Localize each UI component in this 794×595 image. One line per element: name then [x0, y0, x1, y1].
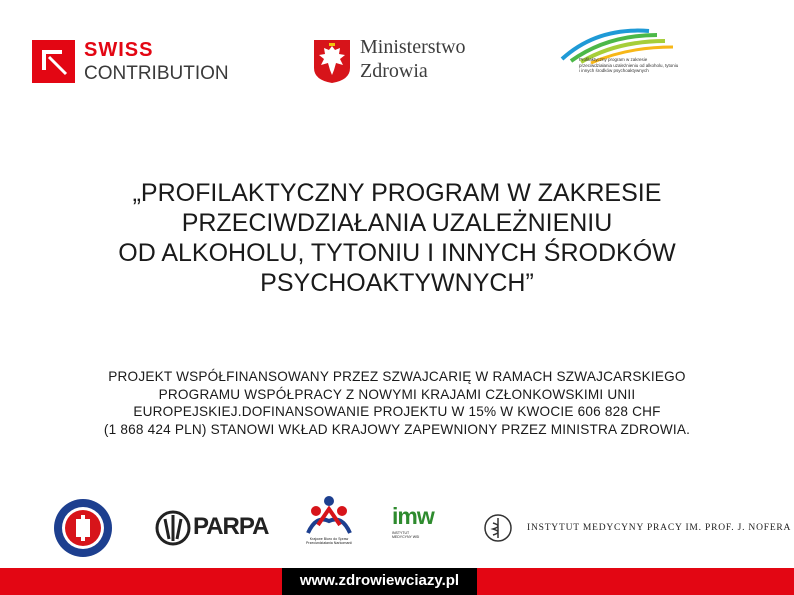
parpa-logo [155, 505, 273, 551]
people-chain-icon [304, 495, 354, 535]
funding-line: PROGRAMU WSPÓŁPRACY Z NOWYMI KRAJAMI CZŁONKOWSKIMI UNII [158, 386, 636, 402]
sanitary-inspection-emblem-icon [52, 497, 114, 559]
caduceus-icon [483, 513, 513, 543]
website-link[interactable]: www.zdrowiewciazy.pl [299, 572, 460, 589]
title-line: PSYCHOAKTYWNYCH” [260, 269, 534, 297]
title-line: PRZECIWDZIAŁANIA UZALEŻNIENIU [181, 209, 613, 237]
program-logo [557, 25, 682, 95]
swiss-flag-icon [32, 40, 75, 83]
imw-logo-subtext: INSTYTUT MEDYCYNY WSI [392, 531, 420, 539]
swiss-logo-line2: CONTRIBUTION [84, 63, 229, 84]
title-line: „PROFILAKTYCZNY PROGRAM W ZAKRESIE [132, 179, 662, 207]
nofer-institute-text: INSTYTUT MEDYCYNY PRACY IM. PROF. J. NOFERA [527, 523, 792, 533]
program-logo-text: Profilaktyczny program w zakresie przeciwdziałania uzależnieniu od alkoholu, tytoniu i innych środków psychoaktywnych [579, 57, 679, 73]
ministry-logo-line1: Ministerstwo [360, 36, 466, 58]
imw-logo [392, 503, 448, 551]
funding-line: PROJEKT WSPÓŁFINANSOWANY PRZEZ SZWAJCARIĘ W RAMACH SZWAJCARSKIEGO [108, 369, 686, 384]
page-title [40, 178, 754, 298]
funding-line: EUROPEJSKIEJ.DOFINANSOWANIE PROJEKTU W 15% W KWOCIE 606 828 CHF [133, 404, 661, 419]
ministry-of-health-logo [312, 36, 492, 88]
funding-line: (1 868 424 PLN) STANOWI WKŁAD KRAJOWY ZAPEWNIONY PRZEZ MINISTRA ZDROWIA. [103, 421, 691, 437]
figures-icon [155, 505, 191, 551]
polish-eagle-emblem-icon [312, 38, 352, 84]
nofer-institute-logo [483, 513, 792, 543]
funding-statement [20, 368, 774, 438]
kbpn-logo-text: Krajowe Biuro do Spraw Przeciwdziałania Narkomanii [306, 537, 352, 546]
imw-logo-text: imw [392, 503, 434, 529]
kbpn-logo [298, 495, 360, 555]
parpa-logo-text: PARPA [193, 513, 269, 540]
title-line: OD ALKOHOLU, TYTONIU I INNYCH ŚRODKÓW [118, 239, 676, 267]
swiss-logo-line1: SWISS [84, 39, 154, 61]
sanitary-inspection-logo [52, 497, 114, 559]
ministry-logo-line2: Zdrowia [360, 60, 428, 82]
swiss-contribution-logo [32, 40, 247, 86]
